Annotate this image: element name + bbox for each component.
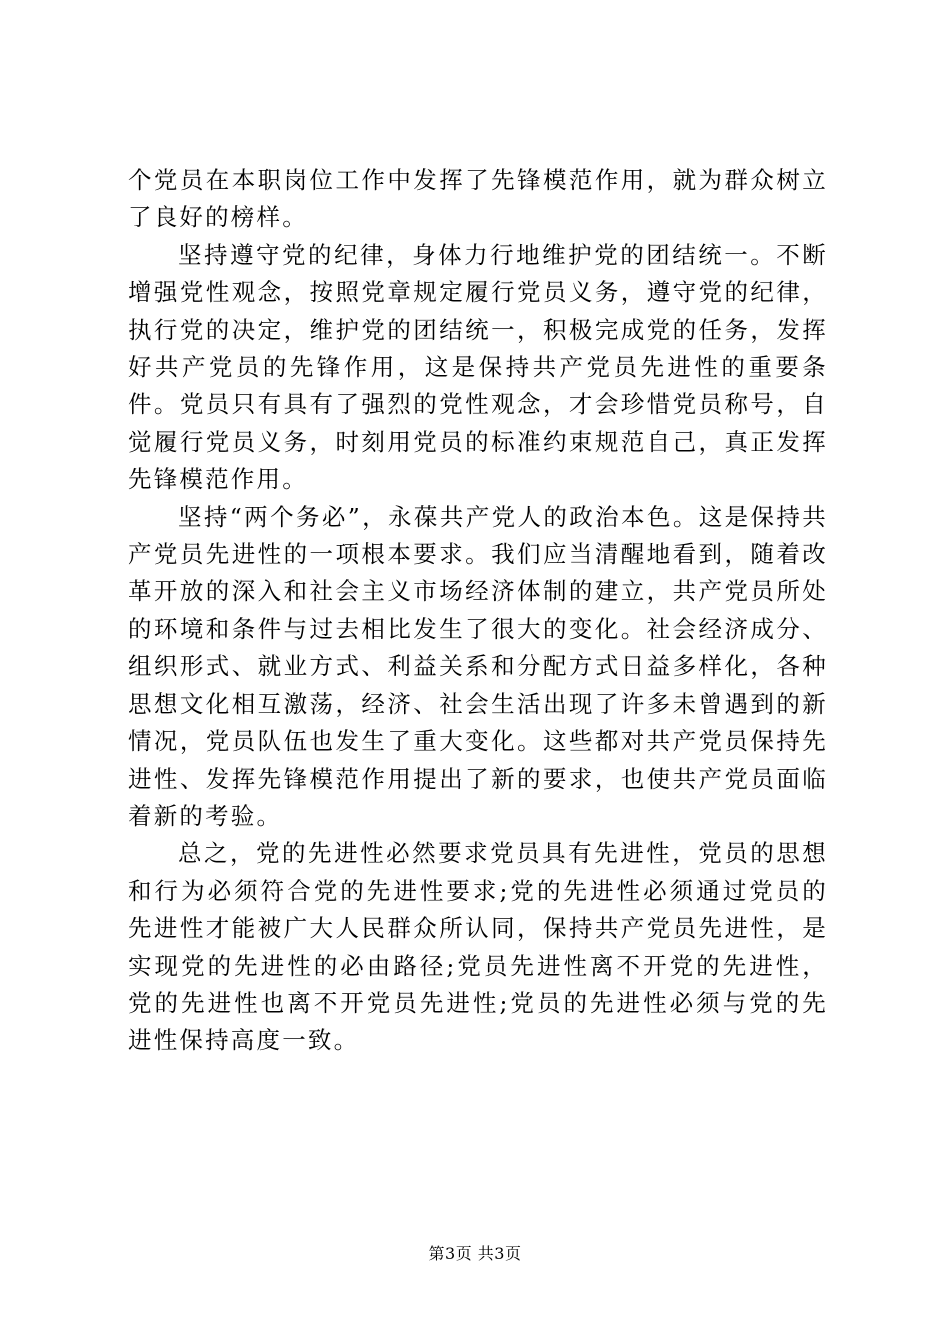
paragraph-two-musts: 坚持“两个务必”，永葆共产党人的政治本色。这是保持共产党员先进性的一项根本要求。我们应当清醒地看到，随着改革开放的深入和社会主义市场经济体制的建立，共产党员所处的环境和条件与过去相比发生了很大的变化。社会经济成分、组织形式、就业方式、利益关系和分配方式日益多样化，各种思想文化相互激荡，经济、社会生活出现了许多未曾遇到的新情况，党员队伍也发生了重大变化。这些都对共产党员保持先进性、发挥先锋模范作用提出了新的要求，也使共产党员面临着新的考验。 — [128, 502, 828, 830]
paragraph-conclusion: 总之，党的先进性必然要求党员具有先进性，党员的思想和行为必须符合党的先进性要求;党的先进性必须通过党员的先进性才能被广大人民群众所认同，保持共产党员先进性，是实现党的先进性的必由路径;党员先进性离不开党的先进性，党的先进性也离不开党员先进性;党员的先进性必须与党的先进性保持高度一致。 — [128, 839, 828, 1055]
document-body — [128, 162, 828, 1060]
page-number-footer: 第3页 共3页 — [428, 1244, 522, 1263]
paragraph-continuation: 个党员在本职岗位工作中发挥了先锋模范作用，就为群众树立了良好的榜样。 — [128, 166, 828, 232]
paragraph-party-discipline: 坚持遵守党的纪律，身体力行地维护党的团结统一。不断增强党性观念，按照党章规定履行党员义务，遵守党的纪律，执行党的决定，维护党的团结统一，积极完成党的任务，发挥好共产党员的先锋作用，这是保持共产党员先进性的重要条件。党员只有具有了强烈的党性观念，才会珍惜党员称号，自觉履行党员义务，时刻用党员的标准约束规范自己，真正发挥先锋模范作用。 — [128, 240, 828, 494]
